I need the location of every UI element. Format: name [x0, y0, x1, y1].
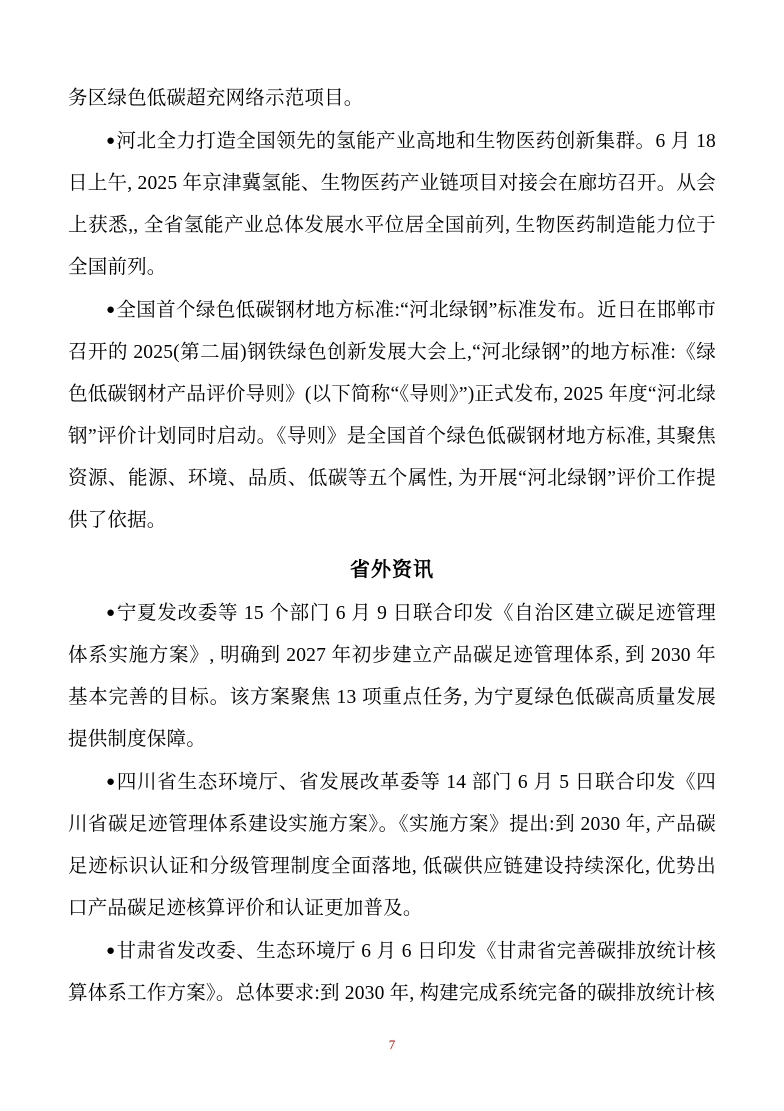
bullet-icon: ● — [106, 774, 116, 790]
paragraph — [68, 120, 716, 289]
paragraph — [68, 761, 716, 930]
section-heading: 省外资讯 — [350, 559, 434, 581]
bullet-icon: ● — [106, 133, 116, 149]
paragraph-text: 全国首个绿色低碳钢材地方标准:“河北绿钢”标准发布。近日在邯郸市召开的 2025(第二届)钢铁绿色创新发展大会上,“河北绿钢”的地方标准:《绿色低碳钢材产品评价导则》(以下简称“《导则》”)正式发布, 2025 年度“河北绿钢”评价计划同时启动。《导则》是全国首个绿色低碳钢材地方标准, 其聚焦资源、能源、环境、品质、低碳等五个属性, 为开展“河北绿钢”评价工作提供了依据。 — [68, 300, 716, 531]
paragraph-text: 甘肃省发改委、生态环境厅 6 月 6 日印发《甘肃省完善碳排放统计核算体系工作方案》。总体要求:到 2030 年, 构建完成系统完备的碳排放统计核 — [68, 941, 716, 1004]
paragraph — [68, 592, 716, 761]
page-number: 7 — [388, 1037, 396, 1052]
paragraph-text: 宁夏发改委等 15 个部门 6 月 9 日联合印发《自治区建立碳足迹管理体系实施方案》, 明确到 2027 年初步建立产品碳足迹管理体系, 到 2030 年基本完善的目标。该方案聚焦 13 项重点任务, 为宁夏绿色低碳高质量发展提供制度保障。 — [68, 603, 717, 750]
paragraph-text: 四川省生态环境厅、省发展改革委等 14 部门 6 月 5 日联合印发《四川省碳足迹管理体系建设实施方案》。《实施方案》提出:到 2030 年, 产品碳足迹标识认证和分级管理制度全面落地, 低碳供应链建设持续深化, 优势出口产品碳足迹核算评价和认证更加普及。 — [68, 772, 717, 919]
paragraph-text: 务区绿色低碳超充网络示范项目。 — [68, 88, 364, 109]
bullet-icon: ● — [106, 605, 116, 621]
paragraph — [68, 78, 716, 120]
bullet-icon: ● — [106, 302, 116, 318]
document-body — [68, 78, 716, 1015]
paragraph-text: 河北全力打造全国领先的氢能产业高地和生物医药创新集群。6 月 18 日上午, 2025 年京津冀氢能、生物医药产业链项目对接会在廊坊召开。从会上获悉,, 全省氢能产业总体发展水平位居全国前列, 生物医药制造能力位于全国前列。 — [68, 131, 716, 278]
paragraph — [68, 289, 716, 542]
bullet-icon: ● — [106, 943, 116, 959]
paragraph — [68, 930, 716, 1015]
